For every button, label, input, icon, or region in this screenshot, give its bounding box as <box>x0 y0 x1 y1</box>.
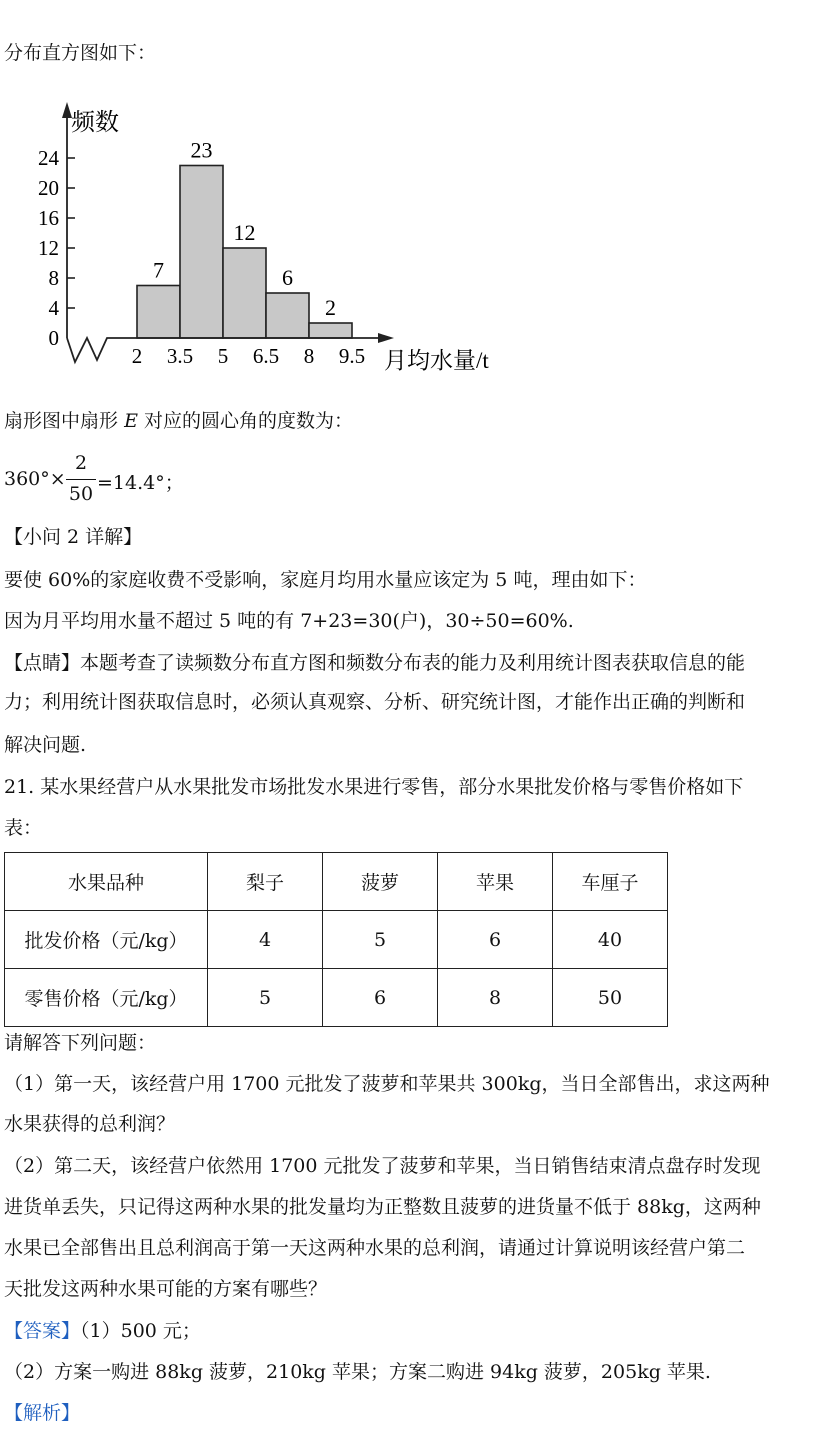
table-cell: 40 <box>553 911 668 969</box>
histogram-bar <box>309 323 352 338</box>
table-header-row <box>5 853 668 911</box>
table-cell: 8 <box>438 969 553 1027</box>
bar-value-label: 12 <box>233 220 256 245</box>
y-tick-label: 12 <box>38 236 59 260</box>
answer-line1 <box>4 1318 201 1344</box>
y-axis-label: 频数 <box>71 110 119 136</box>
y-tick-label: 0 <box>48 326 59 350</box>
q2-line1: 要使 60%的家庭收费不受影响，家庭月均用水量应该定为 5 吨，理由如下： <box>4 569 647 591</box>
bar-value-label: 23 <box>190 137 213 163</box>
table-cell: 4 <box>208 911 323 969</box>
bar-value-label: 7 <box>153 257 164 283</box>
q1-line2: 水果获得的总利润？ <box>4 1113 176 1135</box>
q2-header: 【小问 2 详解】 <box>4 526 143 548</box>
angle-text-a: 扇形图中扇形 <box>4 410 119 432</box>
y-tick-label: 16 <box>38 206 59 230</box>
formula-prefix: 360°× <box>4 468 66 490</box>
angle-text <box>4 408 353 434</box>
intro-text: 分布直方图如下： <box>4 42 157 64</box>
histogram-bar <box>266 293 309 338</box>
price-table <box>4 852 668 1027</box>
bar-value-label: 6 <box>282 265 293 290</box>
x-axis-arrow <box>378 333 394 343</box>
answer1: （1）500 元； <box>80 1320 201 1342</box>
comment-line1: 【点睛】本题考查了读频数分布直方图和频数分布表的能力及利用统计图表获取信息的能 <box>4 652 746 674</box>
table-cell: 6 <box>438 911 553 969</box>
table-row <box>5 911 668 969</box>
frequency-histogram <box>0 92 560 392</box>
y-tick-label: 8 <box>48 266 59 290</box>
x-tick-label: 6.5 <box>252 344 280 368</box>
table-cell: 零售价格（元/kg） <box>5 969 208 1027</box>
ask-text: 请解答下列问题： <box>4 1032 157 1054</box>
answer-tag: 【答案】 <box>4 1320 81 1342</box>
table-cell: 苹果 <box>438 853 553 911</box>
x-tick-label: 8 <box>303 344 315 368</box>
q2b-line2: 进货单丢失，只记得这两种水果的批发量均为正整数且菠萝的进货量不低于 88kg，这两种 <box>4 1196 761 1218</box>
x-tick-label: 9.5 <box>338 344 366 368</box>
y-tick-label: 4 <box>48 296 59 320</box>
formula-bar <box>66 479 96 480</box>
table-cell: 菠萝 <box>323 853 438 911</box>
x-tick-label: 2 <box>131 344 143 368</box>
histogram-bar <box>180 166 223 339</box>
angle-var: E <box>124 410 138 432</box>
table-row <box>5 969 668 1027</box>
table-cell: 6 <box>323 969 438 1027</box>
table-cell: 水果品种 <box>5 853 208 911</box>
formula-suffix: =14.4°； <box>97 472 184 494</box>
q2b-line1: （2）第二天，该经营户依然用 1700 元批发了菠萝和苹果，当日销售结束清点盘存时发现 <box>4 1155 761 1177</box>
p21-line2: 表： <box>4 817 43 839</box>
y-tick-label: 24 <box>38 146 59 170</box>
q2b-line3: 水果已全部售出且总利润高于第一天这两种水果的总利润，请通过计算说明该经营户第二 <box>4 1237 746 1259</box>
comment-line3: 解决问题. <box>4 734 87 756</box>
comment-line2: 力；利用统计图获取信息时，必须认真观察、分析、研究统计图，才能作出正确的判断和 <box>4 691 746 713</box>
table-cell: 批发价格（元/kg） <box>5 911 208 969</box>
q2b-line4: 天批发这两种水果可能的方案有哪些？ <box>4 1278 328 1300</box>
table-cell: 车厘子 <box>553 853 668 911</box>
x-axis-label: 月均水量/t <box>384 348 489 373</box>
histogram-bar <box>137 286 180 339</box>
x-tick-label: 5 <box>217 344 229 368</box>
analysis-tag: 【解析】 <box>4 1402 81 1424</box>
angle-text-b: 对应的圆心角的度数为： <box>143 410 353 432</box>
bar-value-label: 2 <box>325 295 336 320</box>
table-cell: 5 <box>208 969 323 1027</box>
table-cell: 50 <box>553 969 668 1027</box>
formula-num: 2 <box>74 452 88 474</box>
table-cell: 5 <box>323 911 438 969</box>
answer-line2: （2）方案一购进 88kg 菠萝，210kg 苹果；方案二购进 94kg 菠萝，205kg 苹果. <box>4 1361 711 1383</box>
p21-line1: 21. 某水果经营户从水果批发市场批发水果进行零售，部分水果批发价格与零售价格如下 <box>4 776 744 798</box>
y-tick-label: 20 <box>38 176 59 200</box>
q2-line2: 因为月平均用水量不超过 5 吨的有 7+23=30(户)，30÷50=60%. <box>4 610 574 632</box>
table-cell: 梨子 <box>208 853 323 911</box>
histogram-bar <box>223 248 266 338</box>
q1-line1: （1）第一天，该经营户用 1700 元批发了菠萝和苹果共 300kg，当日全部售出，求这两种 <box>4 1073 770 1095</box>
formula-den: 50 <box>68 483 94 505</box>
x-tick-label: 3.5 <box>166 344 194 368</box>
